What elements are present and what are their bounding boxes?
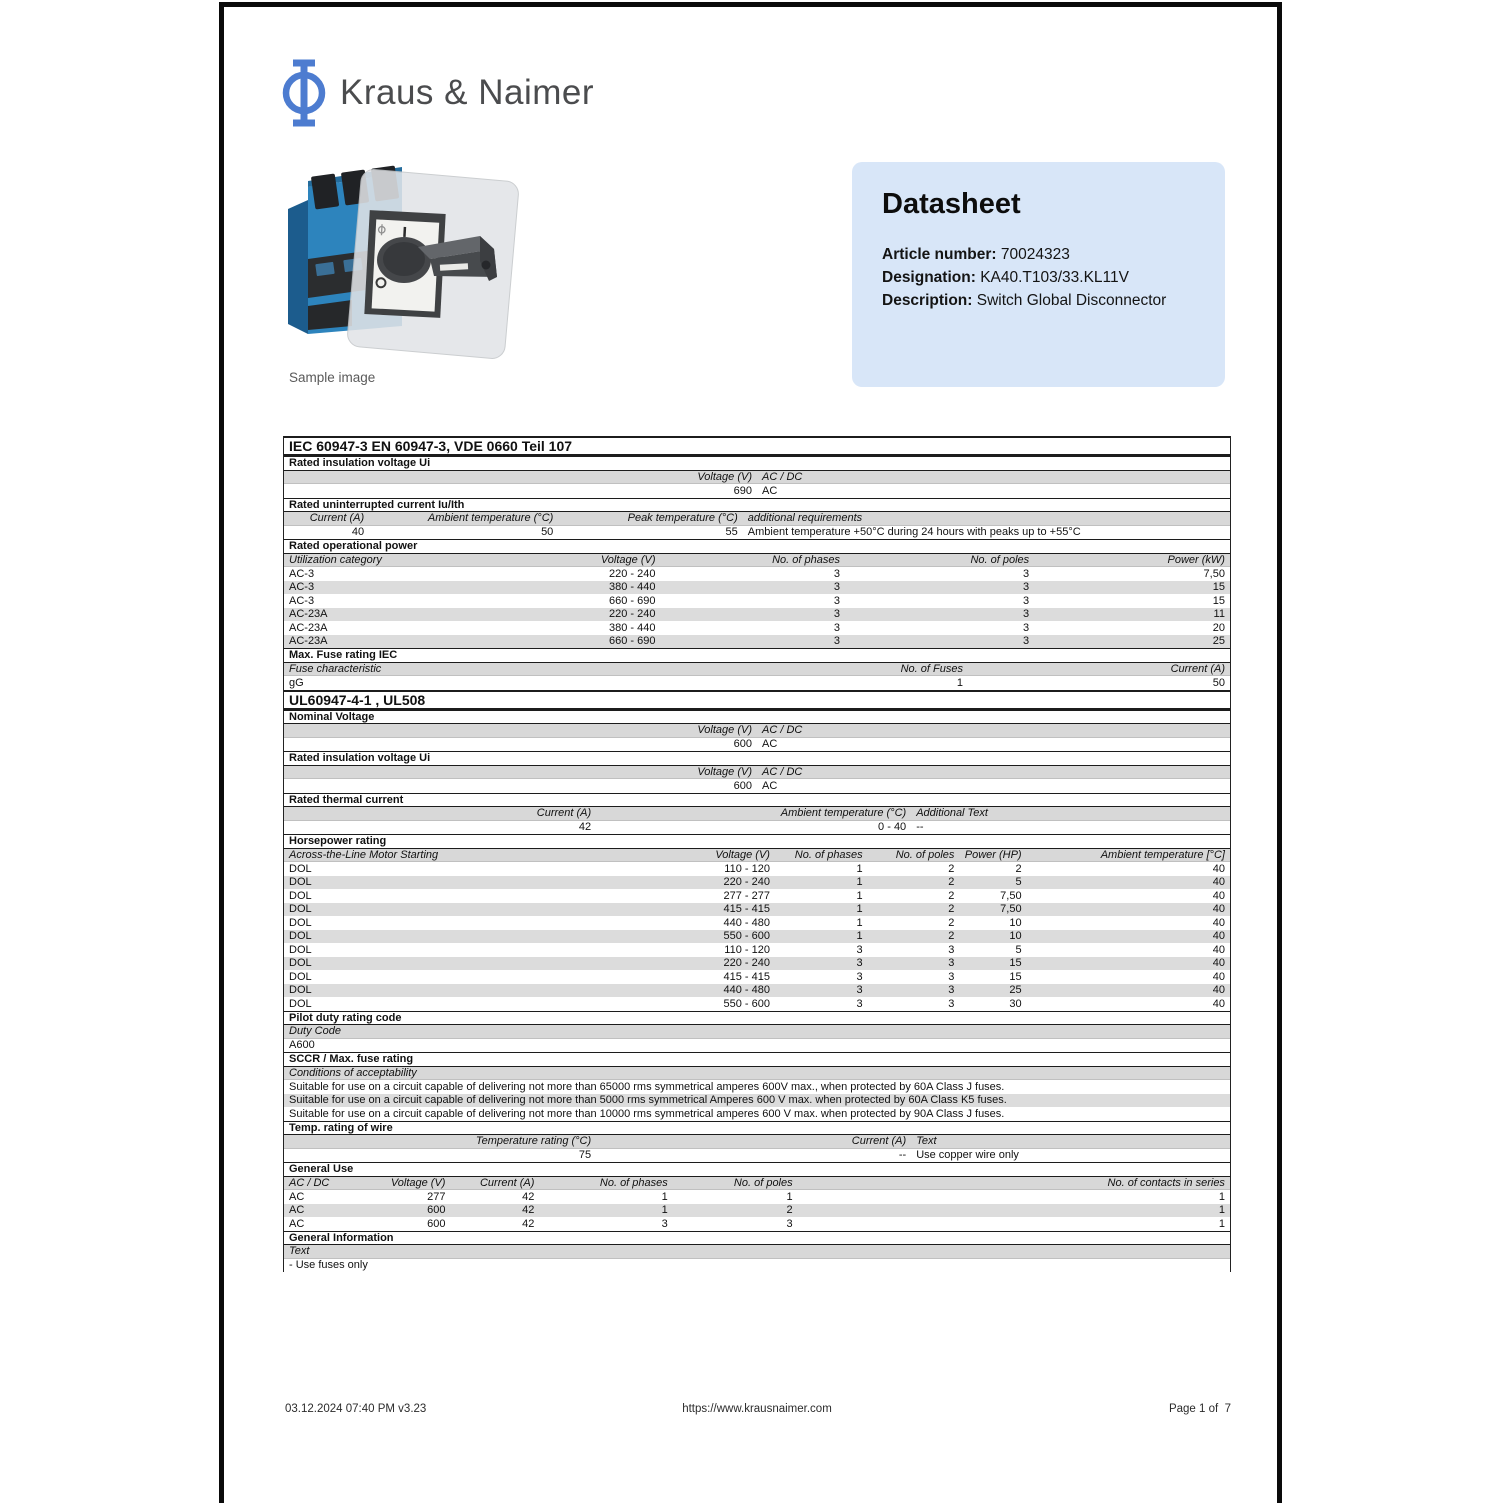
table-cell: 2 bbox=[1015, 862, 1022, 875]
table-cell: -- bbox=[916, 821, 924, 834]
table-cell: 3 bbox=[833, 581, 840, 594]
table-cell: Suitable for use on a circuit capable of delivering not more than 5000 rms symmetrical Amperes 600 V max. when protected by 60A Class K5 fuses. bbox=[289, 1094, 1007, 1107]
table-cell: AC-3 bbox=[289, 594, 315, 607]
datasheet-info-box bbox=[852, 162, 1225, 387]
table-row bbox=[284, 484, 1230, 498]
table-cell: No. of Fuses bbox=[900, 662, 963, 675]
table-cell: 1 bbox=[1218, 1190, 1225, 1203]
table-cell: Across-the-Line Motor Starting bbox=[289, 848, 439, 861]
table-cell: Horsepower rating bbox=[289, 835, 387, 848]
table-cell: 75 bbox=[578, 1149, 592, 1162]
table-cell: AC bbox=[289, 1217, 305, 1230]
table-cell: 50 bbox=[541, 526, 554, 539]
table-cell: 600 bbox=[427, 1217, 446, 1230]
table-cell: 2 bbox=[948, 862, 955, 875]
designation-value: KA40.T103/33.KL11V bbox=[980, 269, 1129, 286]
table-cell: 660 - 690 bbox=[609, 594, 656, 607]
product-image bbox=[282, 163, 522, 368]
table-cell: 2 bbox=[948, 903, 955, 916]
table-cell: 42 bbox=[522, 1204, 535, 1217]
table-cell: DOL bbox=[289, 957, 312, 970]
table-cell: 220 - 240 bbox=[723, 957, 770, 970]
table-row bbox=[284, 676, 1230, 690]
table-column-header-row bbox=[284, 1177, 1230, 1191]
table-cell: AC bbox=[289, 1190, 305, 1203]
table-row bbox=[284, 984, 1230, 998]
table-cell: 3 bbox=[948, 997, 955, 1010]
table-subsection-header bbox=[284, 1162, 1230, 1177]
table-row bbox=[284, 1107, 1230, 1121]
table-row bbox=[284, 1080, 1230, 1094]
table-row bbox=[284, 1217, 1230, 1231]
table-cell: 10 bbox=[1009, 916, 1022, 929]
table-row bbox=[284, 1190, 1230, 1204]
table-cell: No. of phases bbox=[772, 553, 840, 566]
table-row bbox=[284, 903, 1230, 917]
table-cell: No. of phases bbox=[794, 848, 863, 861]
table-cell: 1 bbox=[1218, 1217, 1225, 1230]
table-cell: 3 bbox=[856, 943, 863, 956]
table-cell: 277 bbox=[427, 1190, 446, 1203]
table-cell: AC / DC bbox=[762, 724, 803, 737]
table-cell: 440 - 480 bbox=[723, 916, 770, 929]
table-cell: 3 bbox=[856, 957, 863, 970]
table-cell: additional requirements bbox=[747, 512, 863, 525]
table-cell: 2 bbox=[786, 1204, 793, 1217]
table-cell: Ambient temperature (°C) bbox=[780, 807, 907, 820]
table-cell: UL60947-4-1 , UL508 bbox=[289, 691, 426, 708]
table-cell: Temperature rating (°C) bbox=[475, 1135, 592, 1148]
table-cell: 3 bbox=[948, 957, 955, 970]
table-cell: 2 bbox=[948, 930, 955, 943]
table-cell: 7,50 bbox=[1203, 567, 1225, 580]
table-cell: 1 bbox=[856, 930, 863, 943]
table-cell: 40 bbox=[1212, 970, 1225, 983]
table-cell: 600 bbox=[733, 738, 752, 751]
description-line bbox=[882, 289, 1195, 312]
table-cell: 220 - 240 bbox=[723, 876, 770, 889]
table-cell: AC-3 bbox=[289, 581, 315, 594]
table-cell: DOL bbox=[289, 916, 312, 929]
table-cell: 3 bbox=[786, 1217, 793, 1230]
table-cell: 2 bbox=[948, 916, 955, 929]
table-column-header-row bbox=[284, 849, 1230, 863]
brand-header bbox=[282, 59, 594, 127]
table-cell: Ambient temperature (°C) bbox=[427, 512, 554, 525]
table-column-header-row bbox=[284, 766, 1230, 780]
table-cell: 20 bbox=[1212, 621, 1225, 634]
table-cell: 3 bbox=[833, 635, 840, 648]
table-row bbox=[284, 594, 1230, 608]
brand-phi-icon bbox=[282, 59, 326, 127]
table-cell: 1 bbox=[856, 876, 863, 889]
table-cell: Ambient temperature +50°C during 24 hours with peaks up to +55°C bbox=[747, 526, 1081, 539]
table-cell: 0 - 40 bbox=[878, 821, 907, 834]
table-cell: Voltage (V) bbox=[600, 553, 656, 566]
table-cell: Text bbox=[289, 1245, 310, 1258]
brand-name: Kraus & Naimer bbox=[340, 73, 595, 112]
table-column-header-row bbox=[284, 807, 1230, 821]
table-row bbox=[284, 876, 1230, 890]
table-cell: Ambient temperature [°C] bbox=[1100, 848, 1225, 861]
spec-table bbox=[283, 436, 1231, 1272]
table-cell: Rated uninterrupted current Iu/Ith bbox=[289, 498, 465, 511]
table-subsection-header bbox=[284, 834, 1230, 849]
table-cell: 40 bbox=[1212, 862, 1225, 875]
table-cell: Conditions of acceptability bbox=[289, 1066, 417, 1079]
table-cell: Suitable for use on a circuit capable of delivering not more than 65000 rms symmetrical amperes 600V max., when protected by 60A Class J fuses. bbox=[289, 1080, 1005, 1093]
table-row bbox=[284, 581, 1230, 595]
table-cell: 40 bbox=[351, 526, 365, 539]
table-cell: 277 - 277 bbox=[723, 889, 770, 902]
table-cell: Power (kW) bbox=[1167, 553, 1225, 566]
table-row bbox=[284, 1039, 1230, 1053]
table-subsection-header bbox=[284, 456, 1230, 471]
table-cell: DOL bbox=[289, 862, 312, 875]
table-cell: 1 bbox=[856, 889, 863, 902]
table-cell: 660 - 690 bbox=[609, 635, 656, 648]
sample-image-caption: Sample image bbox=[289, 370, 376, 385]
table-row bbox=[284, 567, 1230, 581]
table-row bbox=[284, 635, 1230, 649]
table-row bbox=[284, 608, 1230, 622]
table-cell: AC bbox=[289, 1204, 305, 1217]
table-cell: 40 bbox=[1212, 930, 1225, 943]
table-cell: AC-3 bbox=[289, 567, 315, 580]
table-row bbox=[284, 1149, 1230, 1163]
table-cell: 3 bbox=[948, 943, 955, 956]
table-cell: 15 bbox=[1009, 957, 1022, 970]
table-row bbox=[284, 957, 1230, 971]
table-cell: 1 bbox=[661, 1190, 668, 1203]
table-cell: 415 - 415 bbox=[723, 970, 770, 983]
table-cell: 15 bbox=[1009, 970, 1022, 983]
table-cell: 3 bbox=[1023, 567, 1030, 580]
table-cell: 3 bbox=[856, 984, 863, 997]
table-cell: Utilization category bbox=[289, 553, 382, 566]
table-cell: 1 bbox=[956, 676, 963, 689]
table-cell: Power (HP) bbox=[964, 848, 1022, 861]
table-cell: 25 bbox=[1009, 984, 1022, 997]
table-cell: 550 - 600 bbox=[723, 930, 770, 943]
table-cell: 1 bbox=[856, 916, 863, 929]
table-cell: Pilot duty rating code bbox=[289, 1011, 402, 1024]
table-subsection-header bbox=[284, 751, 1230, 766]
table-cell: Max. Fuse rating IEC bbox=[289, 649, 398, 662]
table-cell: Voltage (V) bbox=[697, 765, 752, 778]
table-cell: Rated thermal current bbox=[289, 793, 404, 806]
table-cell: Use copper wire only bbox=[916, 1149, 1019, 1162]
table-column-header-row bbox=[284, 663, 1230, 677]
table-cell: - Use fuses only bbox=[289, 1259, 368, 1272]
table-subsection-header bbox=[284, 648, 1230, 663]
table-row bbox=[284, 1204, 1230, 1218]
table-cell: 3 bbox=[856, 997, 863, 1010]
table-cell: 2 bbox=[948, 889, 955, 902]
table-section-title bbox=[284, 690, 1230, 710]
table-cell: AC / DC bbox=[762, 470, 803, 483]
table-cell: 30 bbox=[1009, 997, 1022, 1010]
table-cell: No. of phases bbox=[599, 1176, 668, 1189]
table-cell: No. of poles bbox=[970, 553, 1030, 566]
table-cell: 1 bbox=[786, 1190, 793, 1203]
table-cell: Voltage (V) bbox=[697, 724, 752, 737]
table-cell: 1 bbox=[856, 862, 863, 875]
table-subsection-header bbox=[284, 710, 1230, 725]
table-row bbox=[284, 821, 1230, 835]
table-cell: Additional Text bbox=[916, 807, 988, 820]
article-number-line bbox=[882, 243, 1195, 266]
table-cell: 2 bbox=[948, 876, 955, 889]
description-value: Switch Global Disconnector bbox=[976, 292, 1167, 309]
table-cell: Voltage (V) bbox=[715, 848, 770, 861]
table-cell: DOL bbox=[289, 876, 312, 889]
table-row bbox=[284, 862, 1230, 876]
table-cell: AC / DC bbox=[289, 1176, 330, 1189]
position-I-mark bbox=[404, 227, 405, 237]
table-cell: DOL bbox=[289, 889, 312, 902]
table-cell: 220 - 240 bbox=[609, 608, 656, 621]
table-cell: No. of poles bbox=[733, 1176, 793, 1189]
table-cell: 42 bbox=[522, 1217, 535, 1230]
footer-date-version: 03.12.2024 07:40 PM v3.23 bbox=[285, 1403, 427, 1415]
table-cell: 3 bbox=[948, 984, 955, 997]
table-cell: 40 bbox=[1212, 943, 1225, 956]
table-cell: Rated operational power bbox=[289, 540, 418, 553]
description-label: Description: bbox=[882, 292, 973, 309]
table-cell: 380 - 440 bbox=[609, 621, 656, 634]
table-cell: No. of poles bbox=[895, 848, 955, 861]
table-row bbox=[284, 526, 1230, 540]
table-cell: Current (A) bbox=[309, 512, 365, 525]
table-cell: Voltage (V) bbox=[390, 1176, 446, 1189]
table-cell: Current (A) bbox=[851, 1135, 907, 1148]
table-cell: 600 bbox=[733, 779, 752, 792]
table-cell: 3 bbox=[833, 621, 840, 634]
table-column-header-row bbox=[284, 724, 1230, 738]
table-subsection-header bbox=[284, 793, 1230, 808]
table-cell: 55 bbox=[725, 526, 738, 539]
table-cell: 3 bbox=[1023, 621, 1030, 634]
table-subsection-header bbox=[284, 1011, 1230, 1026]
table-cell: AC-23A bbox=[289, 635, 328, 648]
table-row bbox=[284, 889, 1230, 903]
table-cell: 1 bbox=[661, 1204, 668, 1217]
table-cell: IEC 60947-3 EN 60947-3, VDE 0660 Teil 107 bbox=[289, 438, 573, 454]
table-cell: AC bbox=[762, 484, 778, 497]
table-cell: 40 bbox=[1212, 997, 1225, 1010]
page-footer bbox=[283, 1403, 1231, 1419]
table-cell: SCCR / Max. fuse rating bbox=[289, 1053, 414, 1066]
table-cell: AC bbox=[762, 738, 778, 751]
table-cell: AC / DC bbox=[762, 765, 803, 778]
footer-page-number: Page 1 of 7 bbox=[1168, 1403, 1231, 1415]
table-cell: 15 bbox=[1212, 581, 1225, 594]
table-cell: gG bbox=[289, 676, 304, 689]
table-cell: 3 bbox=[833, 608, 840, 621]
table-row bbox=[284, 621, 1230, 635]
table-cell: 3 bbox=[661, 1217, 668, 1230]
table-cell: 7,50 bbox=[1000, 903, 1022, 916]
table-cell: DOL bbox=[289, 903, 312, 916]
table-column-header-row bbox=[284, 471, 1230, 485]
table-cell: 42 bbox=[522, 1190, 535, 1203]
table-section-title bbox=[284, 436, 1230, 456]
datasheet-title: Datasheet bbox=[882, 188, 1021, 220]
table-cell: 110 - 120 bbox=[724, 943, 770, 956]
table-column-header-row bbox=[284, 512, 1230, 526]
table-cell: 15 bbox=[1212, 594, 1225, 607]
designation-line bbox=[882, 266, 1195, 289]
table-cell: -- bbox=[898, 1149, 907, 1162]
table-cell: 3 bbox=[948, 970, 955, 983]
article-number-value: 70024323 bbox=[1000, 246, 1070, 263]
table-cell: Current (A) bbox=[536, 807, 592, 820]
table-row bbox=[284, 779, 1230, 793]
table-cell: Voltage (V) bbox=[697, 470, 752, 483]
table-cell: 110 - 120 bbox=[724, 862, 770, 875]
table-cell: 600 bbox=[427, 1204, 446, 1217]
table-column-header-row bbox=[284, 554, 1230, 568]
table-cell: 440 - 480 bbox=[723, 984, 770, 997]
table-cell: Peak temperature (°C) bbox=[627, 512, 738, 525]
table-cell: 1 bbox=[1218, 1204, 1225, 1217]
table-subsection-header bbox=[284, 539, 1230, 554]
table-subsection-header bbox=[284, 1121, 1230, 1136]
table-cell: DOL bbox=[289, 930, 312, 943]
table-row bbox=[284, 930, 1230, 944]
table-cell: General Information bbox=[289, 1231, 394, 1244]
table-subsection-header bbox=[284, 1052, 1230, 1067]
table-cell: 25 bbox=[1212, 635, 1225, 648]
table-cell: DOL bbox=[289, 943, 312, 956]
document-page bbox=[219, 2, 1282, 1503]
table-subsection-header bbox=[284, 1231, 1230, 1246]
table-cell: 40 bbox=[1212, 957, 1225, 970]
table-subsection-header bbox=[284, 498, 1230, 513]
table-cell: AC-23A bbox=[289, 621, 328, 634]
table-cell: 5 bbox=[1015, 876, 1022, 889]
table-cell: AC bbox=[762, 779, 778, 792]
table-cell: 415 - 415 bbox=[723, 903, 770, 916]
table-cell: 7,50 bbox=[1000, 889, 1022, 902]
table-cell: 3 bbox=[833, 594, 840, 607]
table-cell: Text bbox=[916, 1135, 937, 1148]
table-cell: 1 bbox=[856, 903, 863, 916]
table-cell: AC-23A bbox=[289, 608, 328, 621]
table-cell: Temp. rating of wire bbox=[289, 1121, 393, 1134]
table-column-header-row bbox=[284, 1245, 1230, 1259]
table-cell: Nominal Voltage bbox=[289, 710, 375, 723]
table-cell: 5 bbox=[1015, 943, 1022, 956]
table-row bbox=[284, 970, 1230, 984]
table-cell: 40 bbox=[1212, 916, 1225, 929]
table-cell: Duty Code bbox=[289, 1025, 341, 1038]
table-cell: 220 - 240 bbox=[609, 567, 656, 580]
table-cell: 3 bbox=[1023, 581, 1030, 594]
table-column-header-row bbox=[284, 1135, 1230, 1149]
table-cell: DOL bbox=[289, 970, 312, 983]
table-cell: 3 bbox=[833, 567, 840, 580]
table-cell: DOL bbox=[289, 997, 312, 1010]
table-cell: 40 bbox=[1212, 903, 1225, 916]
table-cell: 3 bbox=[856, 970, 863, 983]
table-row bbox=[284, 916, 1230, 930]
table-row bbox=[284, 1094, 1230, 1108]
table-cell: No. of contacts in series bbox=[1107, 1176, 1225, 1189]
table-cell: Rated insulation voltage Ui bbox=[289, 457, 431, 470]
table-cell: Suitable for use on a circuit capable of delivering not more than 10000 rms symmetrical amperes 600 V max. when protected by 90A Class J fuses. bbox=[289, 1107, 1005, 1120]
table-cell: General Use bbox=[289, 1163, 354, 1176]
table-cell: Fuse characteristic bbox=[289, 662, 382, 675]
designation-label: Designation: bbox=[882, 269, 976, 286]
table-cell: 40 bbox=[1212, 984, 1225, 997]
table-cell: 550 - 600 bbox=[723, 997, 770, 1010]
footer-url: https://www.krausnaimer.com bbox=[682, 1403, 832, 1415]
table-cell: Rated insulation voltage Ui bbox=[289, 752, 431, 765]
table-cell: A600 bbox=[289, 1039, 315, 1052]
table-column-header-row bbox=[284, 1025, 1230, 1039]
table-row bbox=[284, 943, 1230, 957]
table-cell: 42 bbox=[578, 821, 592, 834]
table-cell: 3 bbox=[1023, 608, 1030, 621]
table-row bbox=[284, 997, 1230, 1011]
table-cell: Current (A) bbox=[479, 1176, 535, 1189]
table-cell: 3 bbox=[1023, 635, 1030, 648]
article-number-label: Article number: bbox=[882, 246, 997, 263]
table-cell: 690 bbox=[733, 484, 752, 497]
table-cell: DOL bbox=[289, 984, 312, 997]
table-cell: 40 bbox=[1212, 876, 1225, 889]
table-column-header-row bbox=[284, 1067, 1230, 1081]
table-cell: 10 bbox=[1009, 930, 1022, 943]
table-cell: Current (A) bbox=[1170, 662, 1225, 675]
table-cell: 50 bbox=[1212, 676, 1225, 689]
table-cell: 11 bbox=[1213, 608, 1225, 621]
table-cell: 40 bbox=[1212, 889, 1225, 902]
table-row bbox=[284, 738, 1230, 752]
table-cell: 380 - 440 bbox=[609, 581, 656, 594]
table-cell: 3 bbox=[1023, 594, 1030, 607]
table-row bbox=[284, 1259, 1230, 1273]
